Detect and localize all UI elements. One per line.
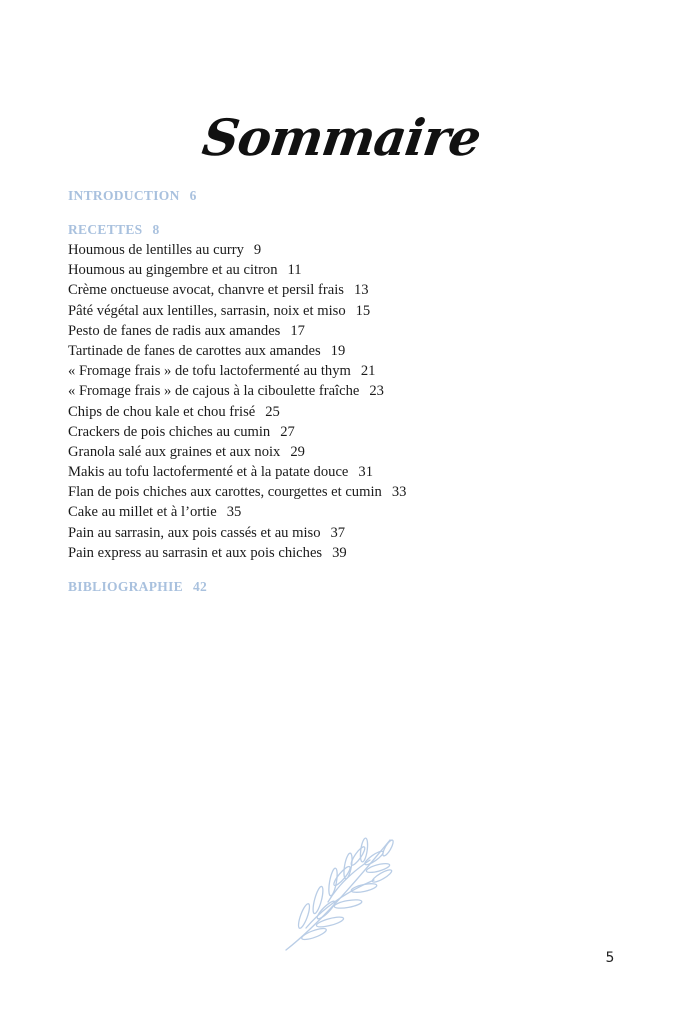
toc-entry[interactable] bbox=[68, 301, 628, 321]
toc-entry[interactable] bbox=[68, 240, 628, 260]
toc-section-recettes[interactable] bbox=[68, 220, 628, 240]
toc-entry[interactable] bbox=[68, 341, 628, 361]
section-page: 42 bbox=[192, 579, 208, 594]
recipe-list bbox=[68, 240, 628, 563]
entry-page: 25 bbox=[265, 403, 280, 420]
entry-page: 31 bbox=[358, 464, 373, 481]
entry-page: 39 bbox=[332, 544, 347, 561]
section-label: INTRODUCTION bbox=[68, 188, 180, 203]
entry-label: « Fromage frais » de cajous à la ciboulette fraîche bbox=[68, 383, 360, 400]
toc-entry[interactable] bbox=[68, 361, 628, 381]
toc-entry[interactable] bbox=[68, 482, 628, 502]
entry-page: 29 bbox=[290, 443, 305, 460]
toc-entry[interactable] bbox=[68, 280, 628, 300]
toc-entry[interactable] bbox=[68, 502, 628, 522]
entry-label: Granola salé aux graines et aux noix bbox=[68, 443, 281, 460]
entry-label: Tartinade de fanes de carottes aux amandes bbox=[68, 342, 321, 359]
section-page: 8 bbox=[152, 222, 160, 237]
entry-page: 19 bbox=[330, 342, 346, 359]
entry-page: 27 bbox=[280, 423, 295, 440]
entry-page: 15 bbox=[355, 302, 371, 319]
toc-section-introduction[interactable] bbox=[68, 186, 628, 206]
entry-label: Flan de pois chiches aux carottes, courgettes et cumin bbox=[68, 484, 382, 501]
toc-entry[interactable] bbox=[68, 543, 628, 563]
toc-entry[interactable] bbox=[68, 422, 628, 442]
entry-label: Pain au sarrasin, aux pois cassés et au miso bbox=[68, 524, 321, 541]
entry-label: Crackers de pois chiches au cumin bbox=[68, 423, 271, 440]
entry-label: Pesto de fanes de radis aux amandes bbox=[68, 322, 281, 339]
toc-entry[interactable] bbox=[68, 402, 628, 422]
entry-label: Crème onctueuse avocat, chanvre et persil frais bbox=[68, 282, 344, 299]
entry-page: 13 bbox=[353, 282, 369, 299]
table-of-contents bbox=[68, 186, 628, 597]
entry-label: Makis au tofu lactofermenté et à la patate douce bbox=[68, 464, 349, 481]
entry-page: 11 bbox=[287, 262, 302, 279]
entry-page: 37 bbox=[330, 524, 346, 541]
entry-label: Pain express au sarrasin et aux pois chiches bbox=[68, 544, 323, 561]
toc-entry[interactable] bbox=[68, 381, 628, 401]
entry-label: « Fromage frais » de tofu lactofermenté au thym bbox=[68, 363, 351, 380]
toc-entry[interactable] bbox=[68, 442, 628, 462]
entry-page: 33 bbox=[391, 484, 407, 501]
entry-label: Pâté végétal aux lentilles, sarrasin, noix et miso bbox=[68, 302, 346, 319]
entry-label: Chips de chou kale et chou frisé bbox=[68, 403, 256, 420]
page-title: Sommaire bbox=[198, 108, 485, 167]
toc-entry[interactable] bbox=[68, 260, 628, 280]
toc-entry[interactable] bbox=[68, 523, 628, 543]
toc-entry[interactable] bbox=[68, 462, 628, 482]
toc-entry[interactable] bbox=[68, 321, 628, 341]
entry-label: Houmous au gingembre et au citron bbox=[68, 262, 278, 279]
entry-page: 17 bbox=[290, 322, 305, 339]
entry-label: Cake au millet et à l’ortie bbox=[68, 504, 217, 521]
entry-page: 35 bbox=[226, 504, 242, 521]
page-number: 5 bbox=[605, 950, 615, 966]
entry-page: 9 bbox=[253, 242, 262, 258]
section-label: RECETTES bbox=[68, 222, 143, 237]
section-label: BIBLIOGRAPHIE bbox=[68, 579, 183, 594]
section-page: 6 bbox=[189, 188, 197, 203]
entry-page: 23 bbox=[369, 383, 384, 400]
entry-label: Houmous de lentilles au curry bbox=[68, 242, 244, 258]
toc-section-bibliographie[interactable] bbox=[68, 577, 628, 597]
rosemary-sprig-icon bbox=[278, 830, 408, 955]
entry-page: 21 bbox=[360, 363, 376, 380]
